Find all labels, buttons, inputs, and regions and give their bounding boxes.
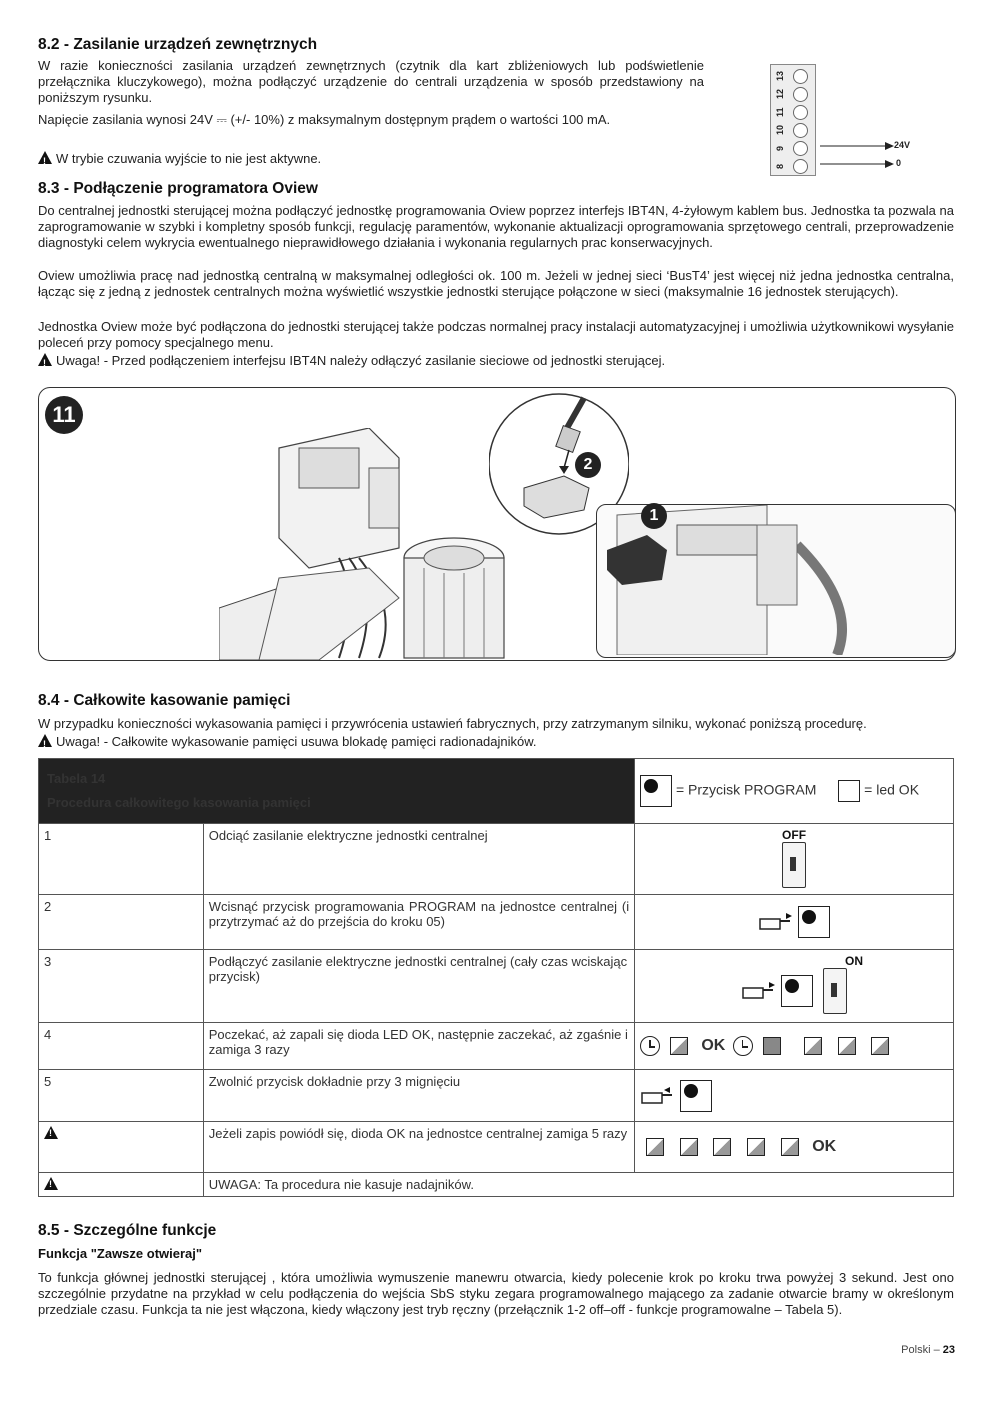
section-8-3-warning bbox=[38, 353, 954, 369]
led-blink-icon bbox=[747, 1138, 765, 1156]
warning-text: Uwaga! - Całkowite wykasowanie pamięci usuwa blokadę pamięci radionadajników. bbox=[56, 734, 537, 749]
callout-1: 1 bbox=[641, 503, 667, 529]
legend-led-text: = led OK bbox=[864, 781, 920, 798]
terminal-screw bbox=[793, 123, 808, 138]
terminal-screw bbox=[793, 105, 808, 120]
table-row bbox=[39, 824, 954, 895]
table-row bbox=[39, 1070, 954, 1122]
program-button-icon bbox=[781, 975, 813, 1007]
table-title: Procedura całkowitego kasowania pamięci bbox=[47, 795, 311, 810]
clock-icon bbox=[733, 1036, 753, 1056]
table-row bbox=[39, 1173, 954, 1197]
table-title-cell bbox=[39, 759, 635, 824]
section-8-4-warning bbox=[38, 734, 954, 750]
figure-11-frame bbox=[38, 387, 956, 661]
warning-text: Uwaga! - Przed podłączeniem interfejsu IBT4N należy odłączyć zasilanie sieciowe od jednostki sterującej. bbox=[56, 353, 666, 368]
step-illustration bbox=[635, 1122, 954, 1173]
section-8-2-title: 8.2 - Zasilanie urządzeń zewnętrznych bbox=[38, 36, 318, 53]
led-off-icon bbox=[763, 1037, 781, 1055]
step-illustration bbox=[635, 895, 954, 950]
releasing-hand-icon bbox=[640, 1085, 676, 1107]
step-text: Podłączyć zasilanie elektryczne jednostki centralnej (cały czas wciskając przycisk) bbox=[203, 950, 634, 1023]
table-header-row bbox=[39, 759, 954, 824]
step-number: 5 bbox=[39, 1070, 204, 1122]
terminal-arrows bbox=[810, 140, 930, 170]
section-8-3-title: 8.3 - Podłączenie programatora Oview bbox=[38, 180, 318, 197]
led-blink-icon bbox=[670, 1037, 688, 1055]
step-text: Jeżeli zapis powiódł się, dioda OK na jednostce centralnej zamiga 5 razy bbox=[203, 1122, 634, 1173]
page-number: 23 bbox=[942, 1344, 955, 1356]
step-illustration bbox=[635, 1023, 954, 1070]
ok-text: OK bbox=[812, 1138, 837, 1155]
section-8-2-warning bbox=[38, 151, 704, 167]
warning-icon bbox=[38, 151, 52, 164]
led-ok-icon bbox=[838, 780, 860, 802]
step-text: Odciąć zasilanie elektryczne jednostki centralnej bbox=[203, 824, 634, 895]
step-text: Wcisnąć przycisk programowania PROGRAM na jednostce centralnej (i przytrzymać aż do przejścia do kroku 05) bbox=[203, 895, 634, 950]
program-button-icon bbox=[640, 775, 672, 807]
figure-number-badge: 11 bbox=[45, 396, 83, 434]
on-label: ON bbox=[845, 954, 864, 968]
terminal-screw bbox=[793, 141, 808, 156]
section-8-2-paragraph-1: W razie konieczności zasilania urządzeń zewnętrznych (czytnik dla kart zbliżeniowych lub podświetlenie przełącznika kluczykowego), można podłączyć urządzenie do centrali urządzenia w sposób przedstawiony na poniższym rysunku. bbox=[38, 58, 704, 105]
step-number: 4 bbox=[39, 1023, 204, 1070]
terminal-screw bbox=[793, 159, 808, 174]
terminal-label: 13 bbox=[775, 70, 785, 81]
section-8-5-title: 8.5 - Szczególne funkcje bbox=[38, 1222, 217, 1239]
warning-icon bbox=[44, 1177, 58, 1190]
led-blink-icon bbox=[838, 1037, 856, 1055]
breaker-off-icon bbox=[782, 842, 806, 888]
legend-program-text: = Przycisk PROGRAM bbox=[675, 781, 817, 798]
step-warning-cell bbox=[39, 1173, 204, 1197]
section-8-3-paragraph-2: Oview umożliwia pracę nad jednostką centralną w maksymalnej odległości ok. 100 m. Jeżeli w jednej sieci ‘BusT4’ jest więcej niż jedna jednostka centralna, łącząc się z jedną z jednostek centralnych można wyświetlić wszystkie jednostki sterujące połączone w sieci (maksymalnie 16 jednostek sterujących). bbox=[38, 268, 954, 299]
section-8-4-paragraph: W przypadku konieczności wykasowania pamięci i przywrócenia ustawień fabrycznych, przy zatrzymanym silniku, wykonać poniższą procedurę. bbox=[38, 716, 867, 731]
terminal-label: 11 bbox=[775, 107, 785, 117]
breaker-on-icon bbox=[823, 968, 847, 1014]
step-illustration bbox=[635, 950, 954, 1023]
led-blink-icon bbox=[646, 1138, 664, 1156]
off-label: OFF bbox=[782, 828, 807, 842]
table-row bbox=[39, 950, 954, 1023]
terminal-label: 8 bbox=[775, 163, 785, 169]
led-blink-icon bbox=[871, 1037, 889, 1055]
pressing-hand-icon bbox=[758, 911, 794, 933]
step-number: 1 bbox=[39, 824, 204, 895]
clock-icon bbox=[640, 1036, 660, 1056]
callout-2: 2 bbox=[575, 452, 601, 478]
terminal-label: 9 bbox=[775, 145, 785, 151]
led-blink-icon bbox=[680, 1138, 698, 1156]
pressing-hand-icon bbox=[741, 980, 777, 1002]
section-8-2-paragraph-2: Napięcie zasilania wynosi 24V ⎓ (+/- 10%) z maksymalnym dostępnym prądem o wartości 100 mA. bbox=[38, 112, 611, 127]
step-number: 3 bbox=[39, 950, 204, 1023]
led-blink-icon bbox=[713, 1138, 731, 1156]
section-8-3-paragraph-3: Jednostka Oview może być podłączona do jednostki sterującej także podczas normalnej pracy instalacji automatyzacyjnej i umożliwia użytkownikowi wysyłanie poleceń przy pomocy specjalnego menu. bbox=[38, 319, 954, 350]
terminal-screw bbox=[793, 87, 808, 102]
table-row bbox=[39, 1023, 954, 1070]
output-24v-label: 24V bbox=[894, 140, 911, 150]
step-number: 2 bbox=[39, 895, 204, 950]
warning-text: W trybie czuwania wyjście to nie jest aktywne. bbox=[56, 151, 322, 166]
section-8-5-paragraph: To funkcja głównej jednostki sterującej , która umożliwia wymuszenie manewru otwarcia, kiedy polecenie krok po kroku trwa powyżej 3 sekund. Jest ono szczególnie przydatne na przykład w celu podłączenia do wejścia SbS styku zegara programowalnego mającego za zadanie otwarcie bramy w określonym przedziale czasu. Funkcja ta nie jest włączona, kiedy włączony jest tryb ręczny (przełącznik 1-2 off–off - funkcje programowalne – Tabela 5). bbox=[38, 1270, 954, 1317]
program-button-icon bbox=[680, 1080, 712, 1112]
table-legend-cell bbox=[635, 759, 954, 824]
table-number: Tabela 14 bbox=[47, 771, 106, 786]
led-blink-icon bbox=[804, 1037, 822, 1055]
step-warning-cell bbox=[39, 1122, 204, 1173]
warning-icon bbox=[44, 1126, 58, 1139]
program-button-icon bbox=[798, 906, 830, 938]
footer-language: Polski – bbox=[901, 1344, 943, 1356]
led-blink-icon bbox=[781, 1138, 799, 1156]
section-8-5-subtitle: Funkcja "Zawsze otwieraj" bbox=[38, 1246, 203, 1261]
section-8-4-title: 8.4 - Całkowite kasowanie pamięci bbox=[38, 692, 291, 709]
table-row bbox=[39, 895, 954, 950]
output-0-label: 0 bbox=[896, 158, 902, 168]
terminal-screw bbox=[793, 69, 808, 84]
terminal-label: 12 bbox=[775, 88, 785, 99]
warning-icon bbox=[38, 734, 52, 747]
page-footer bbox=[901, 1344, 955, 1356]
section-8-3-paragraph-1: Do centralnej jednostki sterującej można podłączyć jednostkę programowania Oview poprzez interfejs IBT4N, 4-żyłowym kablem bus. Jednostka ta pozwala na zaprogramowanie w szybki i kompletny sposób funkcji, regulację paramentów, wykonanie aktualizacji oprogramowania sprzętowego centrali, przeprowadzenie diagnostyki celem wykrycia ewentualnego nieprawidłowego działania i wykonania regularnych prac konserwacyjnych. bbox=[38, 203, 954, 250]
step-text: UWAGA: Ta procedura nie kasuje nadajników. bbox=[203, 1173, 953, 1197]
step-illustration bbox=[635, 824, 954, 895]
ok-text: OK bbox=[701, 1037, 726, 1054]
warning-icon bbox=[38, 353, 52, 366]
step-text: Zwolnić przycisk dokładnie przy 3 mignięciu bbox=[203, 1070, 634, 1122]
connector-detail-panel bbox=[596, 504, 956, 658]
terminal-label: 10 bbox=[775, 124, 785, 135]
step-illustration bbox=[635, 1070, 954, 1122]
procedure-table bbox=[38, 758, 954, 1197]
table-row bbox=[39, 1122, 954, 1173]
step-text: Poczekać, aż zapali się dioda LED OK, następnie zaczekać, aż zgaśnie i zamiga 3 razy bbox=[203, 1023, 634, 1070]
